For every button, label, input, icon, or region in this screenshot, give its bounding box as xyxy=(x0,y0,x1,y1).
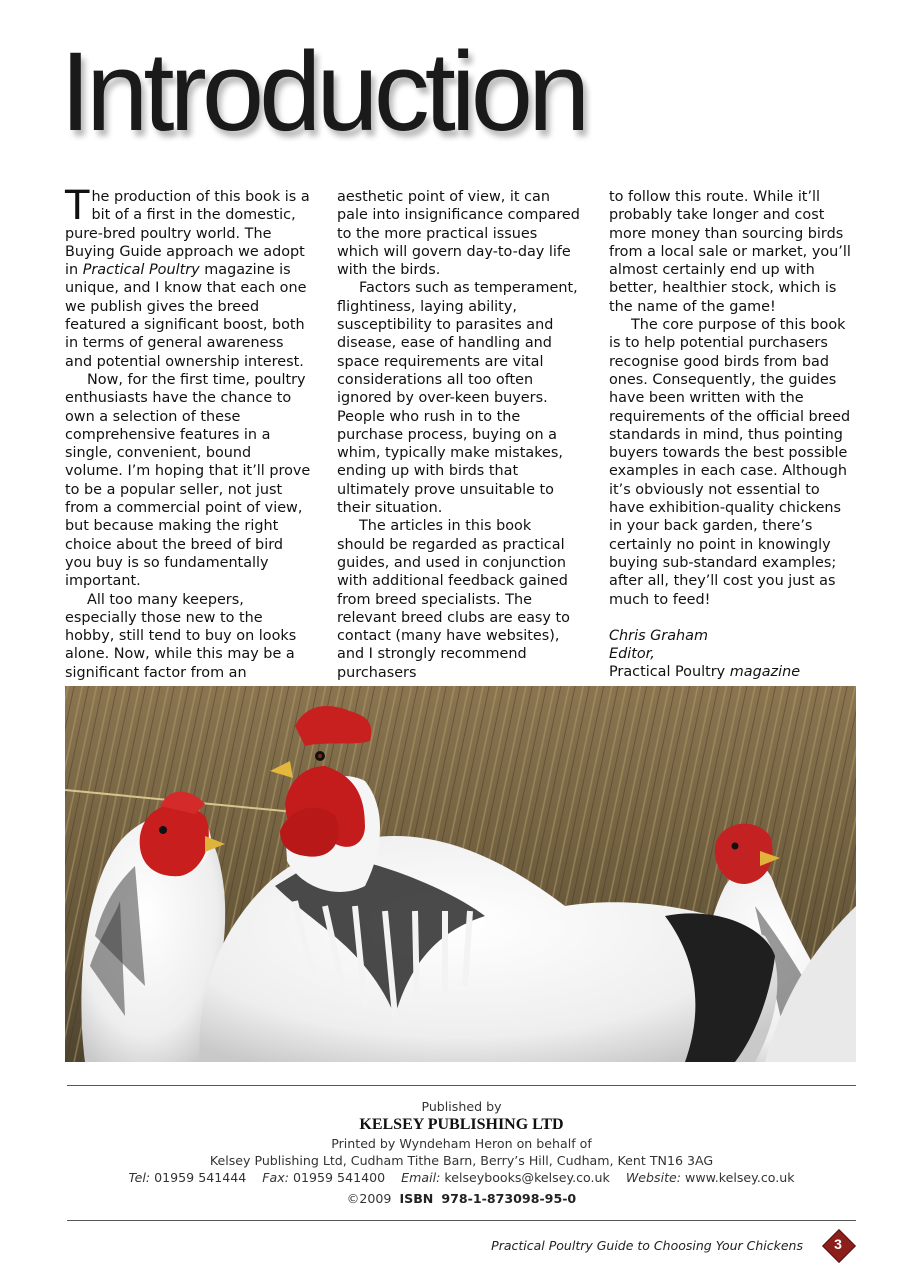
paragraph: to follow this route. While it’ll probably take longer and cost more money than sourcing birds from a local sale or market, you’ll almost certainly end up with better, healthier stock, which is the name of the game! xyxy=(609,189,851,315)
isbn-line: ©2009 ISBN 978-1-873098-95-0 xyxy=(346,1191,577,1206)
drop-cap: T xyxy=(65,183,90,229)
footer-divider-top xyxy=(67,1085,856,1086)
paragraph: The core purpose of this book is to help potential purchasers recognise good birds from bad ones. Consequently, the guides have been written with the requirements of the official breed standards in mind, thus pointing buyers towards the best possible examples in each case. Although it’s obviously not essential to have exhibition-quality chickens in your back garden, there’s certainly no point in knowingly buying sub-standard examples; after all, they’ll cost you just as much to feed! xyxy=(609,317,851,608)
page-number: 3 xyxy=(834,1236,842,1252)
signature-name: Chris Graham xyxy=(609,627,708,644)
paragraph: The articles in this book should be regarded as practical guides, and used in conjunction with additional feedback gained from breed specialists. The relevant breed clubs are easy to contact (many have websites), and I strongly recommend purchasers xyxy=(337,518,570,681)
published-by-label: Published by xyxy=(421,1099,502,1114)
footer-divider-bottom xyxy=(67,1220,856,1221)
publisher-address: Kelsey Publishing Ltd, Cudham Tithe Barn, Berry’s Hill, Cudham, Kent TN16 3AG xyxy=(209,1153,714,1168)
page-title: Introduction xyxy=(60,29,586,154)
article-body xyxy=(65,183,857,681)
contact-line: Tel: 01959 541444 Fax: 01959 541400 Email: kelseybooks@kelsey.co.uk Website: www.kelsey.co.uk xyxy=(128,1170,795,1185)
paragraph: Now, for the first time, poultry enthusiasts have the chance to own a selection of these comprehensive features in a single, convenient, bound volume. I’m hoping that it’ll prove to be a popular seller, not just from a commercial point of view, but because making the right choice about the breed of bird you buy is so fundamentally important. xyxy=(65,371,311,590)
paragraph: Factors such as temperament, flightiness, laying ability, susceptibility to parasites and disease, ease of handling and space requirements are vital considerations all too often ignored by over-keen buyers. People who rush in to the purchase process, buying on a whim, typically make mistakes, ending up with birds that ultimately prove unsuitable to their situation. xyxy=(337,280,578,517)
signature: Chris Graham Editor, Practical Poultry magazine xyxy=(609,627,801,681)
email-link[interactable]: kelseybooks@kelsey.co.uk xyxy=(444,1170,610,1185)
signature-role: Editor, xyxy=(609,646,655,663)
signature-publication: Practical Poultry xyxy=(609,664,726,681)
page-number-badge xyxy=(823,1230,853,1260)
paragraph: aesthetic point of view, it can pale into insignificance compared to the more practical issues which will govern day-to-day life with the birds. xyxy=(337,189,580,279)
publisher-info xyxy=(67,1098,856,1207)
website-link[interactable]: www.kelsey.co.uk xyxy=(685,1170,795,1185)
article-column-1 xyxy=(65,183,311,681)
chickens-photo xyxy=(65,686,856,1062)
paragraph: All too many keepers, especially those new to the hobby, still tend to buy on looks alone. Now, while this may be a significant factor from an xyxy=(65,591,297,681)
article-column-2 xyxy=(337,188,583,681)
publisher-name: KELSEY PUBLISHING LTD xyxy=(359,1116,564,1133)
running-footer: Practical Poultry Guide to Choosing Your Chickens xyxy=(491,1238,803,1253)
article-column-3 xyxy=(609,188,855,681)
printed-by: Printed by Wyndeham Heron on behalf of xyxy=(331,1136,592,1151)
paragraph: The production of this book is a bit of a first in the domestic, pure-bred poultry world. The Buying Guide approach we adopt in Practical Poultry magazine is unique, and I know that each one we publish gives the breed featured a significant boost, both in terms of general awareness and potential ownership interest. xyxy=(65,183,310,370)
